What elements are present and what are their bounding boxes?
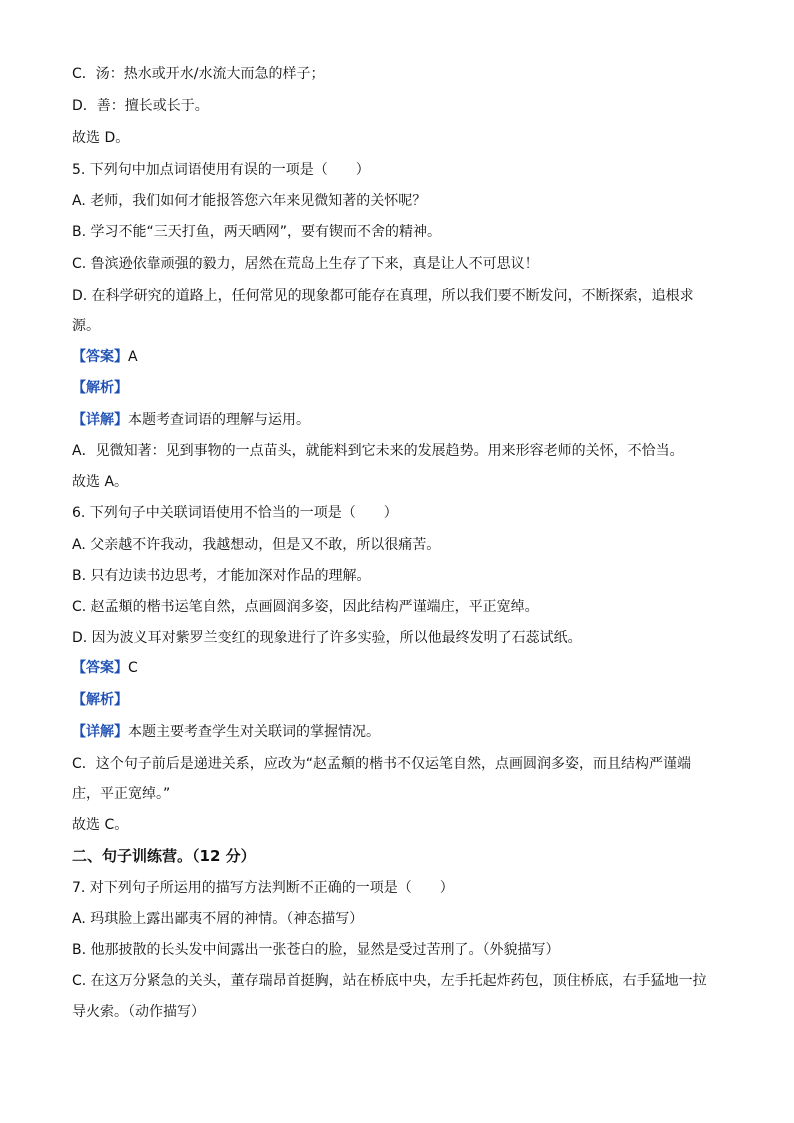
- option-c: C. 赵孟頫的楷书运笔自然，点画圆润多姿，因此结构严谨端庄，平正宽绰。: [72, 599, 539, 615]
- detail-tag: 【详解】: [72, 724, 128, 740]
- option-c-continued: 导火索。（动作描写）: [72, 1004, 205, 1020]
- text-line: 故选 A。: [72, 474, 129, 490]
- text-line: C．汤：热水或开水/水流大而急的样子；: [72, 66, 325, 82]
- answer-tag: 【答案】: [72, 349, 128, 365]
- option-d: D. 在科学研究的道路上，任何常见的现象都可能存在真理，所以我们要不断发问，不断探索，追根求: [72, 288, 694, 304]
- answer-value: C: [128, 660, 138, 676]
- option-b: B. 学习不能“三天打鱼，两天晒网”，要有锲而不舍的精神。: [72, 224, 442, 240]
- option-b: B. 他那披散的长头发中间露出一张苍白的脸，显然是受过苦刑了。（外貌描写）: [72, 942, 560, 958]
- answer-line: [72, 347, 722, 367]
- text-line: 故选 D。: [72, 130, 130, 146]
- analysis-tag: 【解析】: [72, 380, 128, 396]
- question-6: 6. 下列句子中关联词语使用不恰当的一项是（ ）: [72, 505, 398, 521]
- detail-tag: 【详解】: [72, 412, 128, 428]
- detail-text: 本题考查词语的理解与运用。: [128, 412, 310, 428]
- text-line: 庄，平正宽绰。”: [72, 786, 171, 802]
- option-d: D. 因为波义耳对紫罗兰变红的现象进行了许多实验，所以他最终发明了石蕊试纸。: [72, 630, 582, 646]
- question-7: 7. 对下列句子所运用的描写方法判断不正确的一项是（ ）: [72, 880, 454, 896]
- detail-line: [72, 410, 722, 430]
- detail-text: 本题主要考查学生对关联词的掌握情况。: [128, 724, 380, 740]
- analysis-line: [72, 690, 722, 710]
- option-d-continued: 源。: [72, 318, 100, 334]
- answer-line: [72, 658, 722, 678]
- text-line: A．见微知著：见到事物的一点苗头，就能料到它未来的发展趋势。用来形容老师的关怀，不恰当。: [72, 443, 684, 459]
- text-line: 故选 C。: [72, 817, 129, 833]
- option-a: A. 玛琪脸上露出鄙夷不屑的神情。（神态描写）: [72, 911, 364, 927]
- option-b: B. 只有边读书边思考，才能加深对作品的理解。: [72, 568, 371, 584]
- analysis-tag: 【解析】: [72, 692, 128, 708]
- option-a: A. 老师，我们如何才能报答您六年来见微知著的关怀呢？: [72, 193, 427, 209]
- answer-tag: 【答案】: [72, 660, 128, 676]
- section-heading: 二、句子训练营。（12 分）: [72, 847, 256, 865]
- option-c: C. 鲁滨逊依靠顽强的毅力，居然在荒岛上生存了下来，真是让人不可思议！: [72, 256, 539, 272]
- question-5: 5. 下列句中加点词语使用有误的一项是（ ）: [72, 162, 370, 178]
- text-line: C．这个句子前后是递进关系，应改为“赵孟頫的楷书不仅运笔自然，点画圆润多姿，而且结构严谨端: [72, 756, 692, 772]
- option-c: C. 在这万分紧急的关头，董存瑞昂首挺胸，站在桥底中央，左手托起炸药包，顶住桥底，右手猛地一拉: [72, 973, 707, 989]
- analysis-line: [72, 378, 722, 398]
- text-line: D．善：擅长或长于。: [72, 98, 209, 114]
- detail-line: [72, 722, 722, 742]
- answer-value: A: [128, 349, 138, 365]
- option-a: A. 父亲越不许我动，我越想动，但是又不敢，所以很痛苦。: [72, 537, 441, 553]
